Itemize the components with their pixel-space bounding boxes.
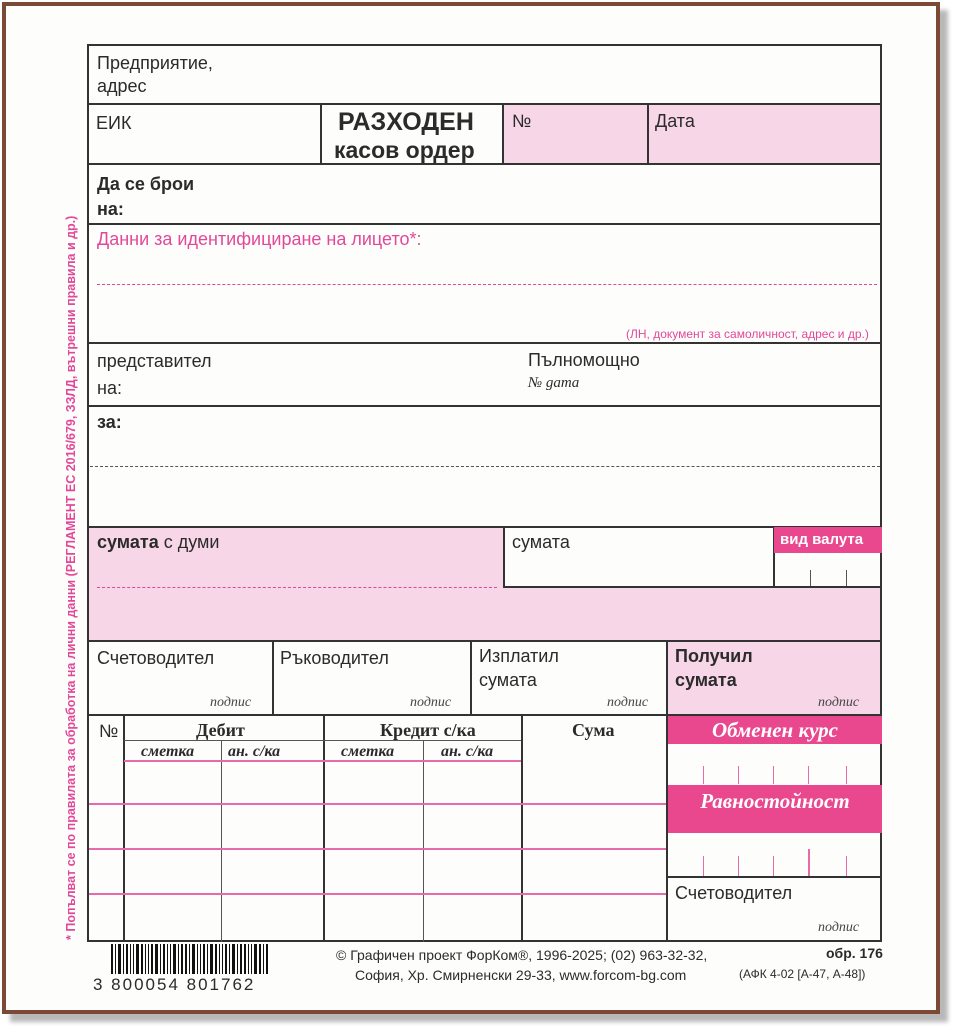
manager-sign: подпис <box>410 695 452 710</box>
equivalent-tick <box>773 856 774 876</box>
paid-label-2: сумата <box>479 670 537 690</box>
divider <box>502 103 504 165</box>
divider <box>323 714 325 942</box>
amount-words-label <box>97 531 219 553</box>
divider <box>87 405 882 407</box>
table-row-line <box>89 893 666 895</box>
power-of-attorney-label: Пълномощно <box>528 350 640 370</box>
received-label-2: сумата <box>675 670 737 690</box>
divider <box>470 640 472 715</box>
representative-label: представител <box>97 351 212 371</box>
payee-label-2: на: <box>97 199 124 219</box>
divider <box>666 640 668 715</box>
document-title: РАЗХОДЕН <box>338 108 474 136</box>
side-note: * Попълват се по правилата за обработка на лични данни (РЕГЛАМЕНТ ЕС 2016/679, ЗЗЛД, вътрешни правила и др.) <box>64 215 78 940</box>
equivalent-tick <box>738 856 739 876</box>
rate-tick <box>703 766 704 784</box>
table-header-sum: Сума <box>572 720 615 740</box>
amount-words-bold: сумата <box>97 532 159 552</box>
currency-label: вид валута <box>780 531 864 548</box>
barcode <box>111 944 287 974</box>
date-label: Дата <box>655 111 695 131</box>
divider <box>87 103 882 105</box>
accountant-label: Счетоводител <box>97 648 215 668</box>
received-label: Получил <box>675 646 753 666</box>
divider <box>320 103 322 165</box>
exchange-accountant-label: Счетоводител <box>675 883 793 903</box>
divider <box>503 526 505 588</box>
currency-tick <box>846 570 847 586</box>
divider <box>503 586 882 588</box>
document-subtitle: касов ордер <box>334 137 475 163</box>
equivalent-tick <box>808 849 810 876</box>
divider <box>221 740 222 942</box>
address-label: адрес <box>97 76 147 96</box>
form-number: обр. 176 <box>826 945 883 961</box>
dashed-line <box>90 466 880 467</box>
copyright-line1: © Графичен проект ФорКом®, 1996-2025; (02) 963-32-32, <box>336 947 708 963</box>
identification-label: Данни за идентифициране на лицето*: <box>97 229 422 249</box>
divider <box>87 223 882 225</box>
table-header-debit: Дебит <box>196 720 245 740</box>
rate-tick <box>808 766 809 784</box>
rate-tick <box>773 766 774 784</box>
dashed-line <box>97 587 497 588</box>
table-row-line <box>89 803 666 805</box>
paid-sign: подпис <box>607 695 649 710</box>
table-row-line <box>89 848 666 850</box>
credit-analytic: ан. с/ка <box>441 743 494 760</box>
divider <box>123 714 125 942</box>
barcode-digits: 3 800054 801762 <box>93 975 256 994</box>
amount-words-rest: с думи <box>158 532 220 552</box>
manager-label: Ръководител <box>280 648 389 668</box>
payee-label: Да се брои <box>97 174 195 194</box>
equivalent-tick <box>846 856 847 876</box>
divider <box>666 876 882 878</box>
debit-analytic: ан. с/ка <box>228 743 281 760</box>
credit-account: сметка <box>341 743 395 760</box>
rate-tick <box>738 766 739 784</box>
paid-label: Изплатил <box>479 646 559 666</box>
amount-label: сумата <box>512 532 570 552</box>
divider <box>647 103 649 165</box>
divider <box>272 640 274 715</box>
table-header-no: № <box>99 721 119 741</box>
rate-tick <box>846 766 847 784</box>
equivalent-tick <box>703 856 704 876</box>
debit-account: сметка <box>141 743 195 760</box>
form-code: (АФК 4-02 [А-47, А-48]) <box>739 967 866 981</box>
divider <box>423 740 424 942</box>
currency-tick <box>810 570 811 586</box>
copyright-line2: София, Хр. Смирненски 29-33, www.forcom-bg.com <box>355 967 687 983</box>
table-header-credit: Кредит с/ка <box>380 720 476 740</box>
representative-label-2: на: <box>97 378 122 398</box>
exchange-accountant-sign: подпис <box>818 920 860 935</box>
divider <box>87 163 882 165</box>
divider <box>87 526 882 528</box>
divider <box>87 640 882 642</box>
purpose-label: за: <box>97 412 122 432</box>
accountant-sign: подпис <box>210 695 252 710</box>
power-of-attorney-number: № gama <box>528 375 580 391</box>
divider <box>521 714 523 942</box>
eik-label: ЕИК <box>96 113 132 133</box>
company-label: Предприятие, <box>97 53 213 73</box>
number-label: № <box>512 111 532 131</box>
exchange-rate-header: Обменен курс <box>668 716 882 744</box>
dashed-line <box>97 284 877 285</box>
equivalent-header: Равностойност <box>668 785 882 833</box>
received-sign: подпис <box>818 695 860 710</box>
identification-hint: (ЛН, документ за самоличност, адрес и др.) <box>626 327 869 341</box>
